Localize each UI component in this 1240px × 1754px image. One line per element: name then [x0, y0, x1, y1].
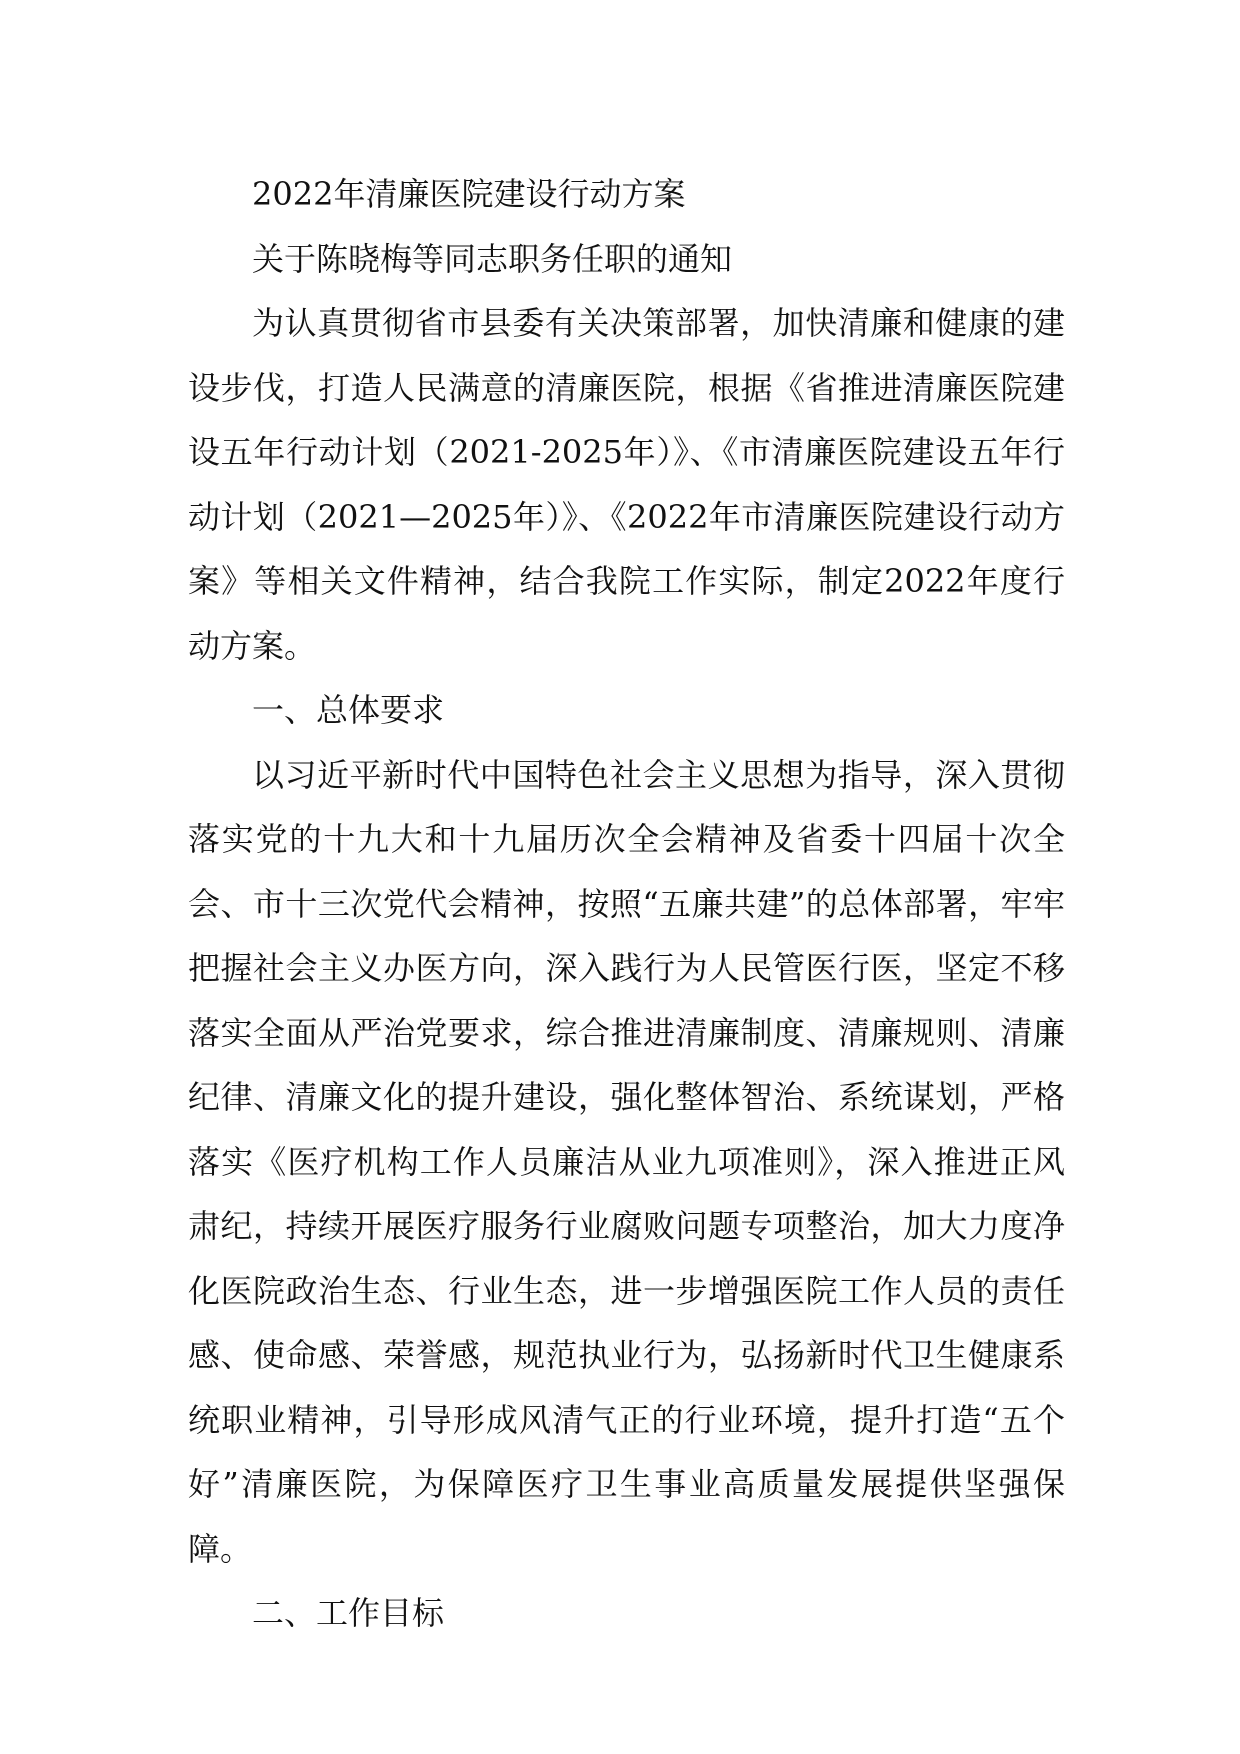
section-1-heading: 一、总体要求 — [252, 691, 445, 729]
section-1-body: 以习近平新时代中国特色社会主义思想为指导，深入贯彻落实党的十九大和十九届历次全会精神及省委十四届十次全会、市十三次党代会精神，按照“五廉共建”的总体部署，牢牢把握社会主义办医方向，深入践行为人民管医行医，坚定不移落实全面从严治党要求，综合推进清廉制度、清廉规则、清廉纪律、清廉文化的提升建设，强化整体智治、系统谋划，严格落实《医疗机构工作人员廉洁从业九项准则》，深入推进正风肃纪，持续开展医疗服务行业腐败问题专项整治，加大力度净化医院政治生态、行业生态，进一步增强医院工作人员的责任感、使命感、荣誉感，规范执业行为，弘扬新时代卫生健康系统职业精神，引导形成风清气正的行业环境，提升打造“五个好”清廉医院，为保障医疗卫生事业高质量发展提供坚强保障。 — [188, 755, 1065, 1568]
document-body — [188, 162, 1065, 1646]
document-subtitle-line: 关于陈晓梅等同志职务任职的通知 — [252, 239, 733, 278]
intro-paragraph: 为认真贯彻省市县委有关决策部署，加快清廉和健康的建设步伐，打造人民满意的清廉医院，根据《省推进清廉医院建设五年行动计划（2021-2025年）》、《市清廉医院建设五年行动计划（2021—2025年）》、《2022年市清廉医院建设行动方案》等相关文件精神，结合我院工作实际，制定2022年度行动方案。 — [188, 304, 1065, 665]
section-2-heading: 二、工作目标 — [252, 1594, 445, 1632]
document-title-line: 2022年清廉医院建设行动方案 — [252, 175, 686, 213]
